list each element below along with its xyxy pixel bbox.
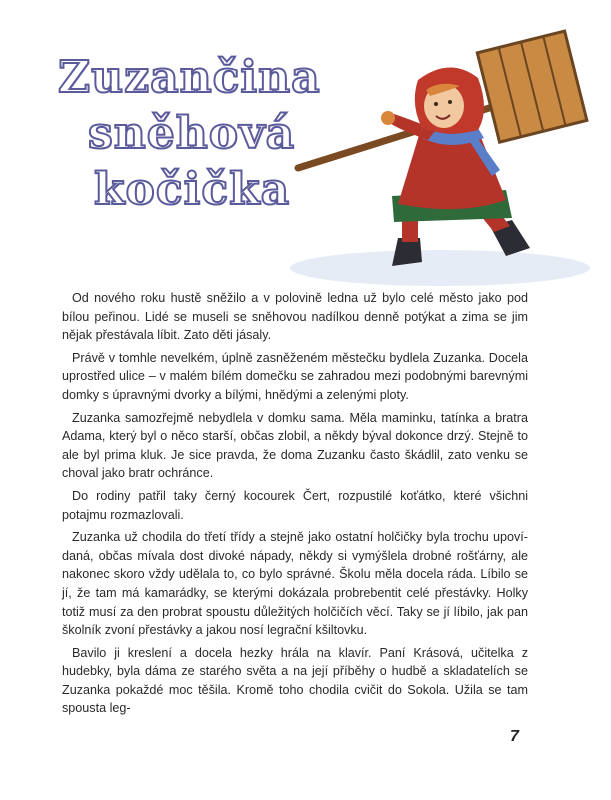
left-boot bbox=[392, 238, 422, 266]
page-number: 7 bbox=[510, 728, 519, 745]
right-eye bbox=[448, 100, 452, 104]
paragraph: Do rodiny patřil taky černý kocourek Čert, rozpustilé koťátko, které všichni potajmu rozmazlovali. bbox=[62, 488, 528, 522]
mitten bbox=[381, 111, 395, 125]
paragraph: Bavilo ji kreslení a docela hezky hrála na klavír. Paní Krásová, učitelka z hudebky, byla dáma ze starého světa a na její příběhy o hudbě a skladatelích se Zuzanka pokaždé moc těšila. Kromě toho chodila cvičit do Sokola. Užila se tam spousta leg- bbox=[62, 645, 528, 716]
chapter-title-line-2: sněhová bbox=[88, 108, 296, 159]
paragraph: Od nového roku hustě sněžilo a v polovině ledna už bylo celé město jako pod bílou peřinou. Lidé se museli se sněhovou nadílkou denně potýkat a zima se jim nějak přestávala líbit. Zato děti jásaly. bbox=[62, 291, 528, 343]
paragraph: Zuzanka samozřejmě nebydlela v domku sama. Měla maminku, tatínka a bratra Adama, který byl o něco starší, občas zlobil, a někdy býval dokonce drzý. Stejně to ale byl prima kluk. Je sice pravda, že doma Zuzanku často škádlil, zato venku se choval jako bratr ochránce. bbox=[62, 410, 528, 481]
paragraph: Zuzanka už chodila do třetí třídy a stejně jako ostatní holčičky byla trochu upoví-daná, občas mívala dost divoké nápady, někdy si vymýšlela drobné rošťárny, ale nakonec skoro vždy udělala to, co bylo správné. Školu měla docela ráda. Líbilo se jí, že tam má kamarádky, se kterými dokázala probrebentit celé přestávky. Holky totiž musí za den probrat spoustu důležitých holčičích věcí. Taky se jí líbilo, jak pan školník zvoní přestávky a jakou nosí legrační kšiltovku. bbox=[62, 530, 528, 638]
chapter-title-line-1: Zuzančina bbox=[58, 52, 321, 103]
paragraph: Právě v tomhle nevelkém, úplně zasněženém městečku bydlela Zuzanka. Docela uprostřed ulice – v malém bílém domečku se zahradou mezi podobnými barevnými domky s úpravnými dvorky a bílými, hnědými a zelenými ploty. bbox=[62, 350, 528, 402]
girl-with-snow-shovel-illustration bbox=[280, 20, 600, 290]
shovel-blade bbox=[477, 31, 587, 142]
left-eye bbox=[434, 102, 438, 106]
story-text bbox=[62, 289, 528, 722]
snow-shadow bbox=[290, 250, 590, 286]
chapter-title-line-3: kočička bbox=[94, 164, 291, 215]
